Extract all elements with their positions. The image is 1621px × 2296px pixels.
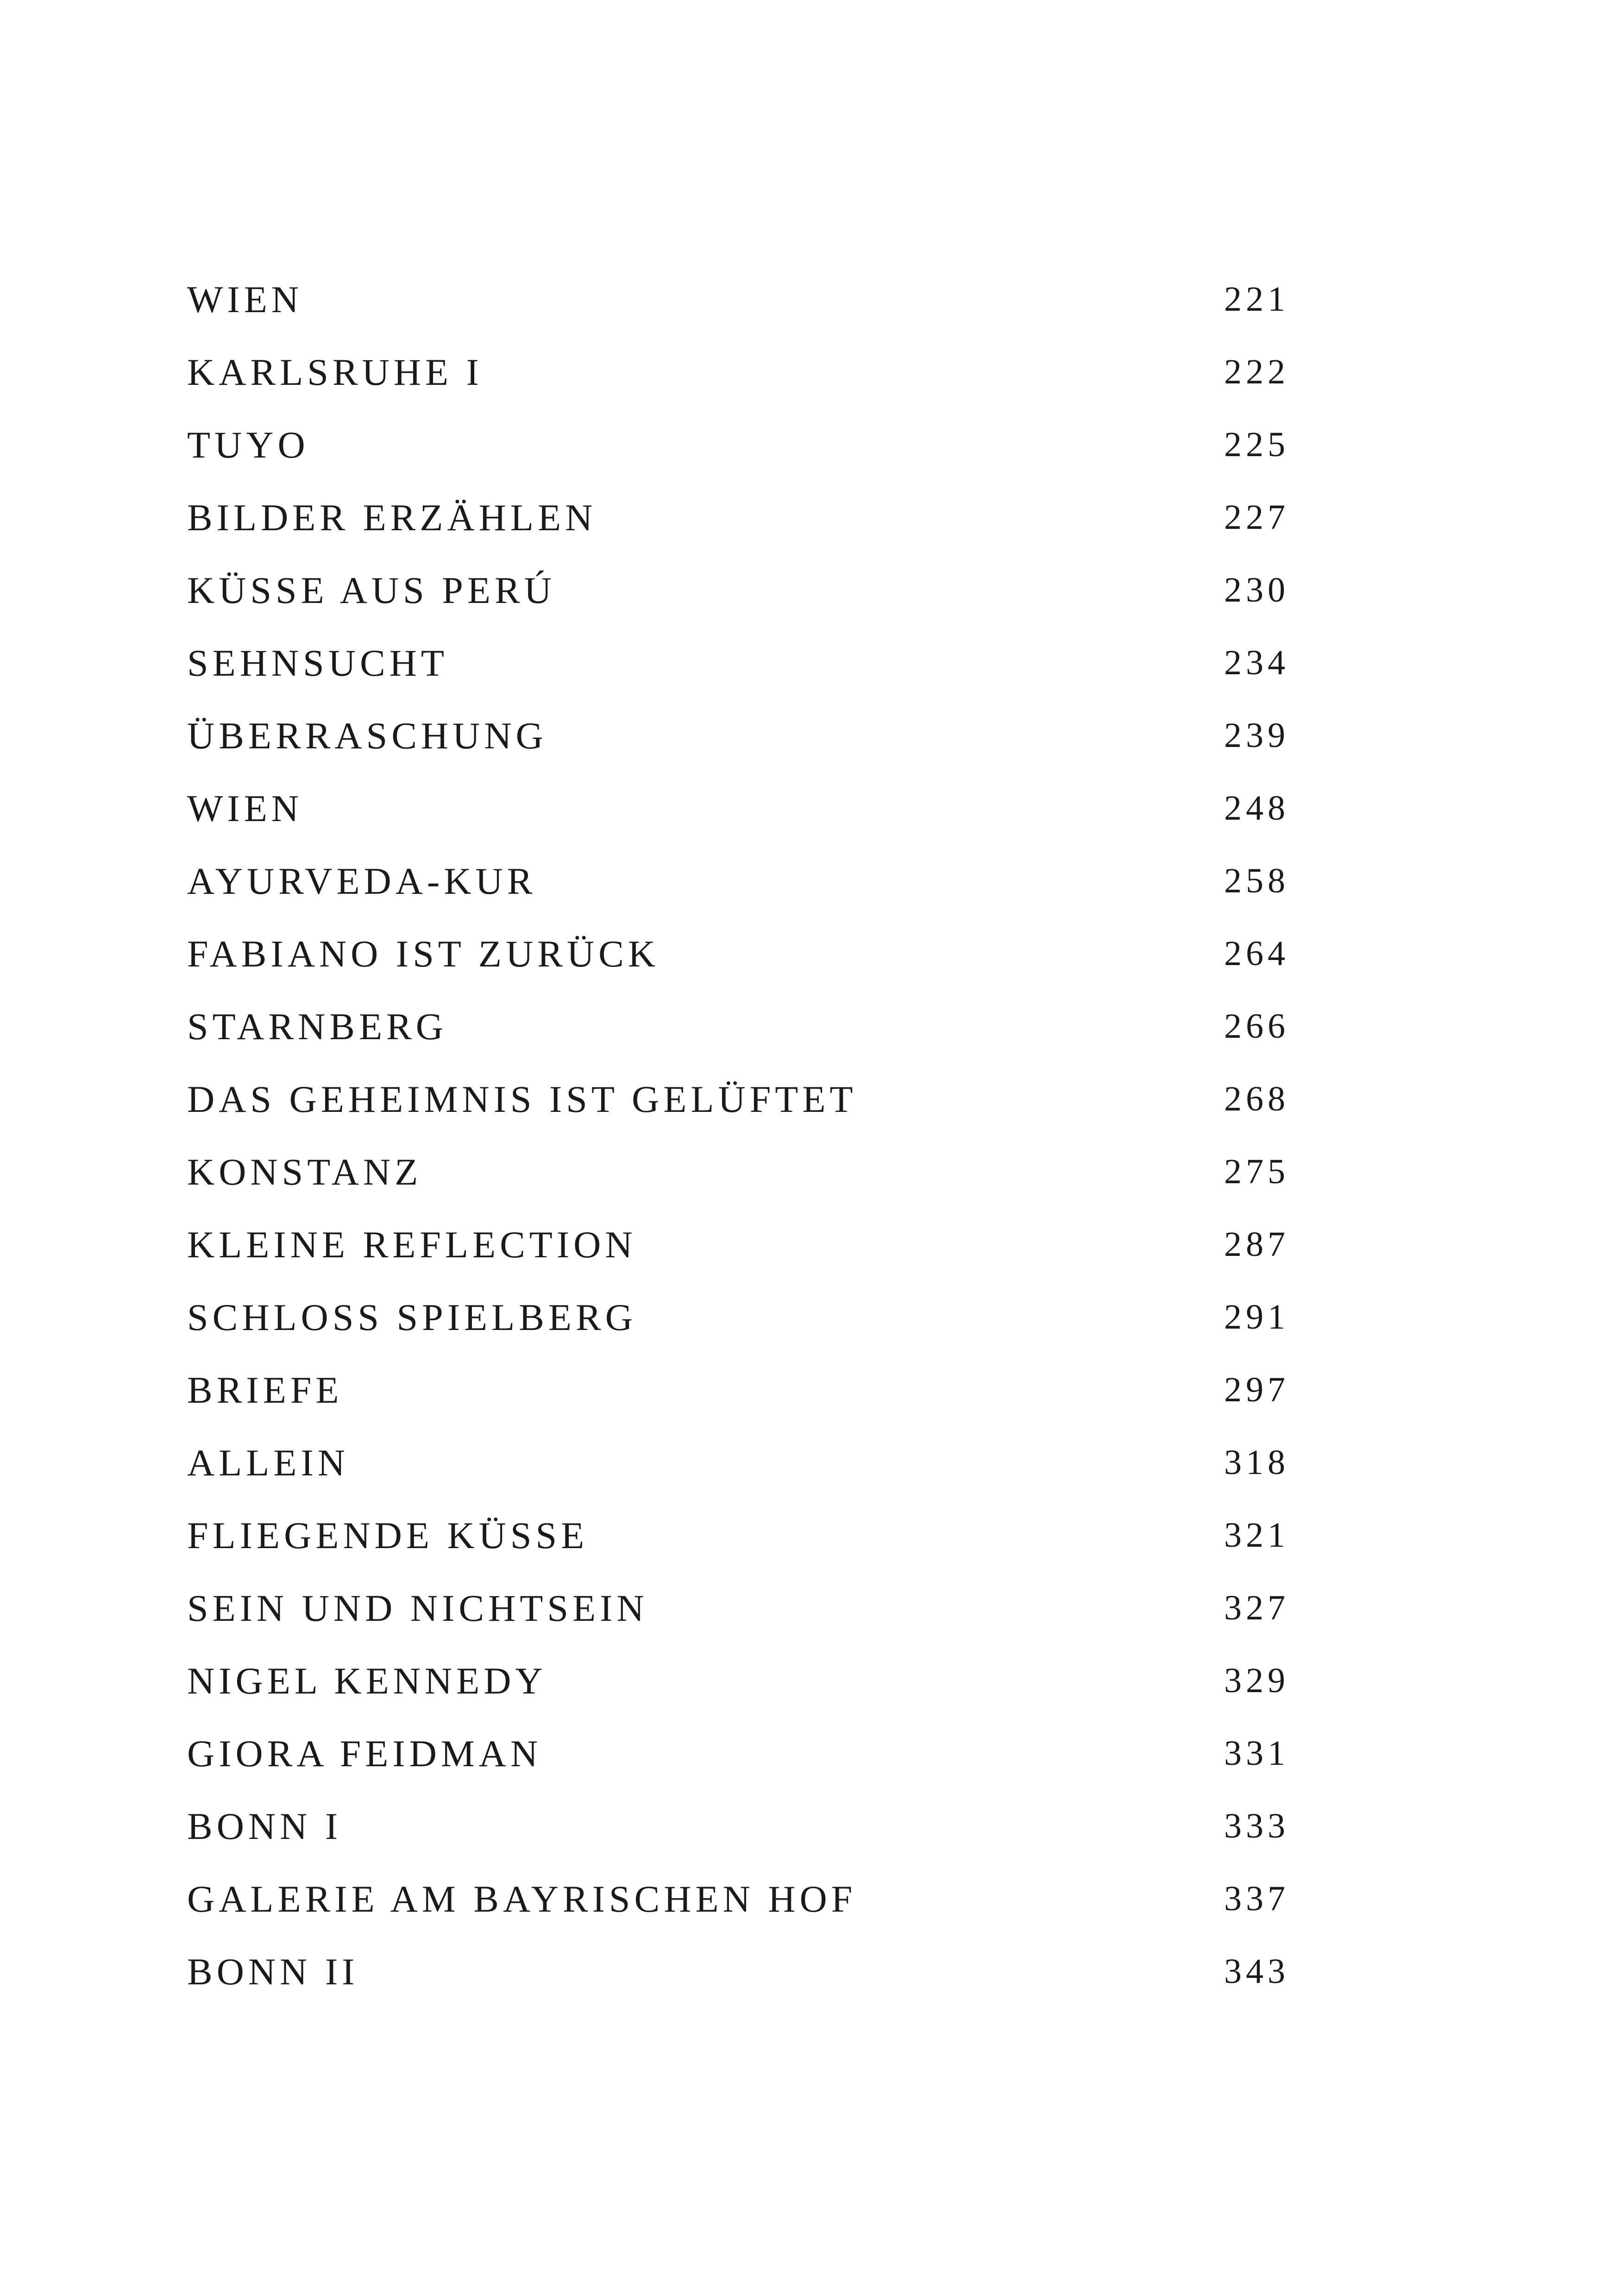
toc-entry-page: 221 (1224, 280, 1289, 319)
toc-entry-title: KONSTANZ (187, 1151, 422, 1193)
toc-entry-title: KLEINE REFLECTION (187, 1223, 637, 1266)
toc-entry-title: WIEN (187, 787, 303, 829)
toc-entry-page: 287 (1224, 1225, 1289, 1264)
toc-entry-title: ALLEIN (187, 1442, 350, 1484)
toc-entry (187, 554, 1289, 627)
toc-entry-page: 343 (1224, 1952, 1289, 1991)
toc-entry-page: 239 (1224, 716, 1289, 755)
toc-entry (187, 336, 1289, 408)
toc-entry-title: NIGEL KENNEDY (187, 1660, 547, 1702)
toc-entry-page: 234 (1224, 643, 1289, 682)
toc-entry (187, 1354, 1289, 1426)
toc-entry-page: 321 (1224, 1516, 1289, 1555)
toc-entry (187, 1135, 1289, 1208)
toc-entry-title: WIEN (187, 278, 303, 320)
toc-entry-title: AYURVEDA-KUR (187, 860, 537, 902)
toc-entry (187, 1281, 1289, 1354)
toc-entry (187, 1208, 1289, 1281)
toc-entry (187, 263, 1289, 336)
toc-entry-title: STARNBERG (187, 1005, 447, 1048)
toc-entry-page: 329 (1224, 1661, 1289, 1700)
toc-entry (187, 772, 1289, 845)
toc-entry-title: GALERIE AM BAYRISCHEN HOF (187, 1878, 857, 1920)
toc-entry (187, 481, 1289, 554)
toc-entry (187, 1572, 1289, 1644)
toc-entry-title: TUYO (187, 424, 309, 466)
toc-entry-title: KARLSRUHE I (187, 351, 483, 393)
toc-entry (187, 1863, 1289, 1935)
toc-entry (187, 627, 1289, 699)
toc-entry-title: SEIN UND NICHTSEIN (187, 1587, 648, 1629)
toc-entry-page: 227 (1224, 498, 1289, 537)
toc-entry-page: 264 (1224, 934, 1289, 973)
toc-entry-page: 225 (1224, 425, 1289, 464)
toc-entry (187, 408, 1289, 481)
toc-entry-page: 248 (1224, 789, 1289, 828)
toc-entry-title: ÜBERRASCHUNG (187, 715, 547, 757)
toc-entry-page: 333 (1224, 1807, 1289, 1845)
toc-entry-page: 327 (1224, 1588, 1289, 1627)
toc-entry (187, 1717, 1289, 1790)
toc-entry-page: 291 (1224, 1298, 1289, 1336)
toc-entry (187, 1790, 1289, 1863)
toc-entry-page: 297 (1224, 1370, 1289, 1409)
toc-entry (187, 1063, 1289, 1135)
toc-entry (187, 1935, 1289, 2008)
toc-entry-page: 268 (1224, 1079, 1289, 1118)
toc-entry-page: 337 (1224, 1879, 1289, 1918)
toc-entry-page: 275 (1224, 1152, 1289, 1191)
toc-entry-title: BONN I (187, 1805, 342, 1847)
toc-entry-title: KÜSSE AUS PERÚ (187, 569, 556, 611)
toc-entry-title: SCHLOSS SPIELBERG (187, 1296, 637, 1338)
toc-entry (187, 1426, 1289, 1499)
toc-entry (187, 699, 1289, 772)
toc-entry-title: GIORA FEIDMAN (187, 1732, 542, 1775)
toc-entry-page: 331 (1224, 1734, 1289, 1773)
toc-entry-title: FLIEGENDE KÜSSE (187, 1514, 589, 1556)
toc-entry (187, 917, 1289, 990)
toc-entry-page: 222 (1224, 352, 1289, 391)
toc-entry-page: 230 (1224, 571, 1289, 609)
toc-entry-title: BILDER ERZÄHLEN (187, 496, 597, 539)
toc-entry-title: FABIANO IST ZURÜCK (187, 933, 660, 975)
toc-entry (187, 845, 1289, 917)
table-of-contents (187, 263, 1289, 2008)
toc-entry-page: 258 (1224, 861, 1289, 900)
toc-entry-title: BRIEFE (187, 1369, 343, 1411)
toc-entry-title: DAS GEHEIMNIS IST GELÜFTET (187, 1078, 857, 1120)
toc-entry (187, 1644, 1289, 1717)
toc-entry-title: SEHNSUCHT (187, 642, 448, 684)
toc-entry (187, 990, 1289, 1063)
toc-entry-title: BONN II (187, 1951, 359, 1993)
toc-entry-page: 266 (1224, 1007, 1289, 1046)
toc-entry (187, 1499, 1289, 1572)
toc-entry-page: 318 (1224, 1443, 1289, 1482)
